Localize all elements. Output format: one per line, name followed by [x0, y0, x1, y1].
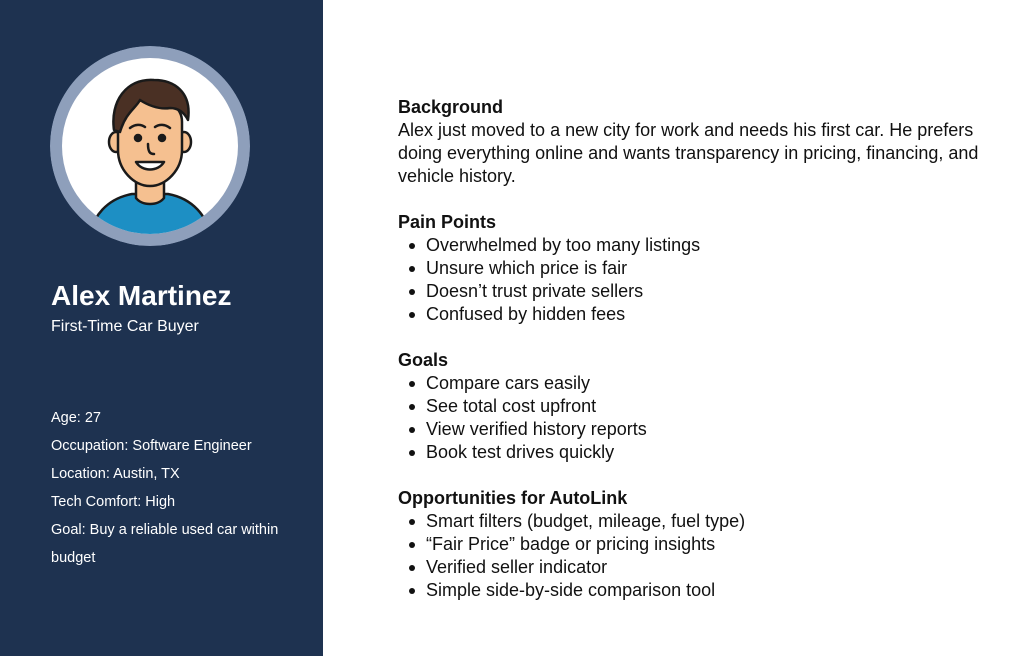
list-item: Compare cars easily [398, 372, 998, 395]
list-item: Verified seller indicator [398, 556, 998, 579]
list-item: See total cost upfront [398, 395, 998, 418]
pain-points-section [398, 211, 998, 326]
pain-points-heading: Pain Points [398, 212, 497, 232]
fact-location: Location: Austin, TX [51, 466, 180, 482]
persona-details [398, 96, 998, 625]
list-item: Book test drives quickly [398, 441, 998, 464]
persona-facts [51, 404, 311, 572]
fact-goal: Goal: Buy a reliable used car within budget [51, 522, 279, 566]
opportunities-section [398, 487, 998, 602]
list-item: Simple side-by-side comparison tool [398, 579, 998, 602]
background-heading: Background [398, 97, 504, 117]
person-avatar-icon [50, 46, 250, 246]
list-item: Unsure which price is fair [398, 257, 998, 280]
fact-tech-comfort: Tech Comfort: High [51, 494, 176, 510]
fact-age: Age: 27 [51, 410, 101, 426]
goals-section [398, 349, 998, 464]
profile-sidebar [0, 0, 323, 656]
opportunities-list [398, 510, 998, 602]
list-item: Doesn’t trust private sellers [398, 280, 998, 303]
pain-points-list [398, 234, 998, 326]
persona-name: Alex Martinez [51, 280, 232, 311]
fact-occupation: Occupation: Software Engineer [51, 438, 252, 454]
list-item: View verified history reports [398, 418, 998, 441]
background-section [398, 96, 998, 188]
list-item: Confused by hidden fees [398, 303, 998, 326]
list-item: Overwhelmed by too many listings [398, 234, 998, 257]
goals-list [398, 372, 998, 464]
goals-heading: Goals [398, 350, 449, 370]
persona-role: First-Time Car Buyer [51, 318, 199, 335]
list-item: “Fair Price” badge or pricing insights [398, 533, 998, 556]
opportunities-heading: Opportunities for AutoLink [398, 488, 628, 508]
background-text: Alex just moved to a new city for work and needs his first car. He prefers doing everything online and wants transparency in pricing, financing, and vehicle history. [398, 120, 979, 186]
list-item: Smart filters (budget, mileage, fuel type) [398, 510, 998, 533]
